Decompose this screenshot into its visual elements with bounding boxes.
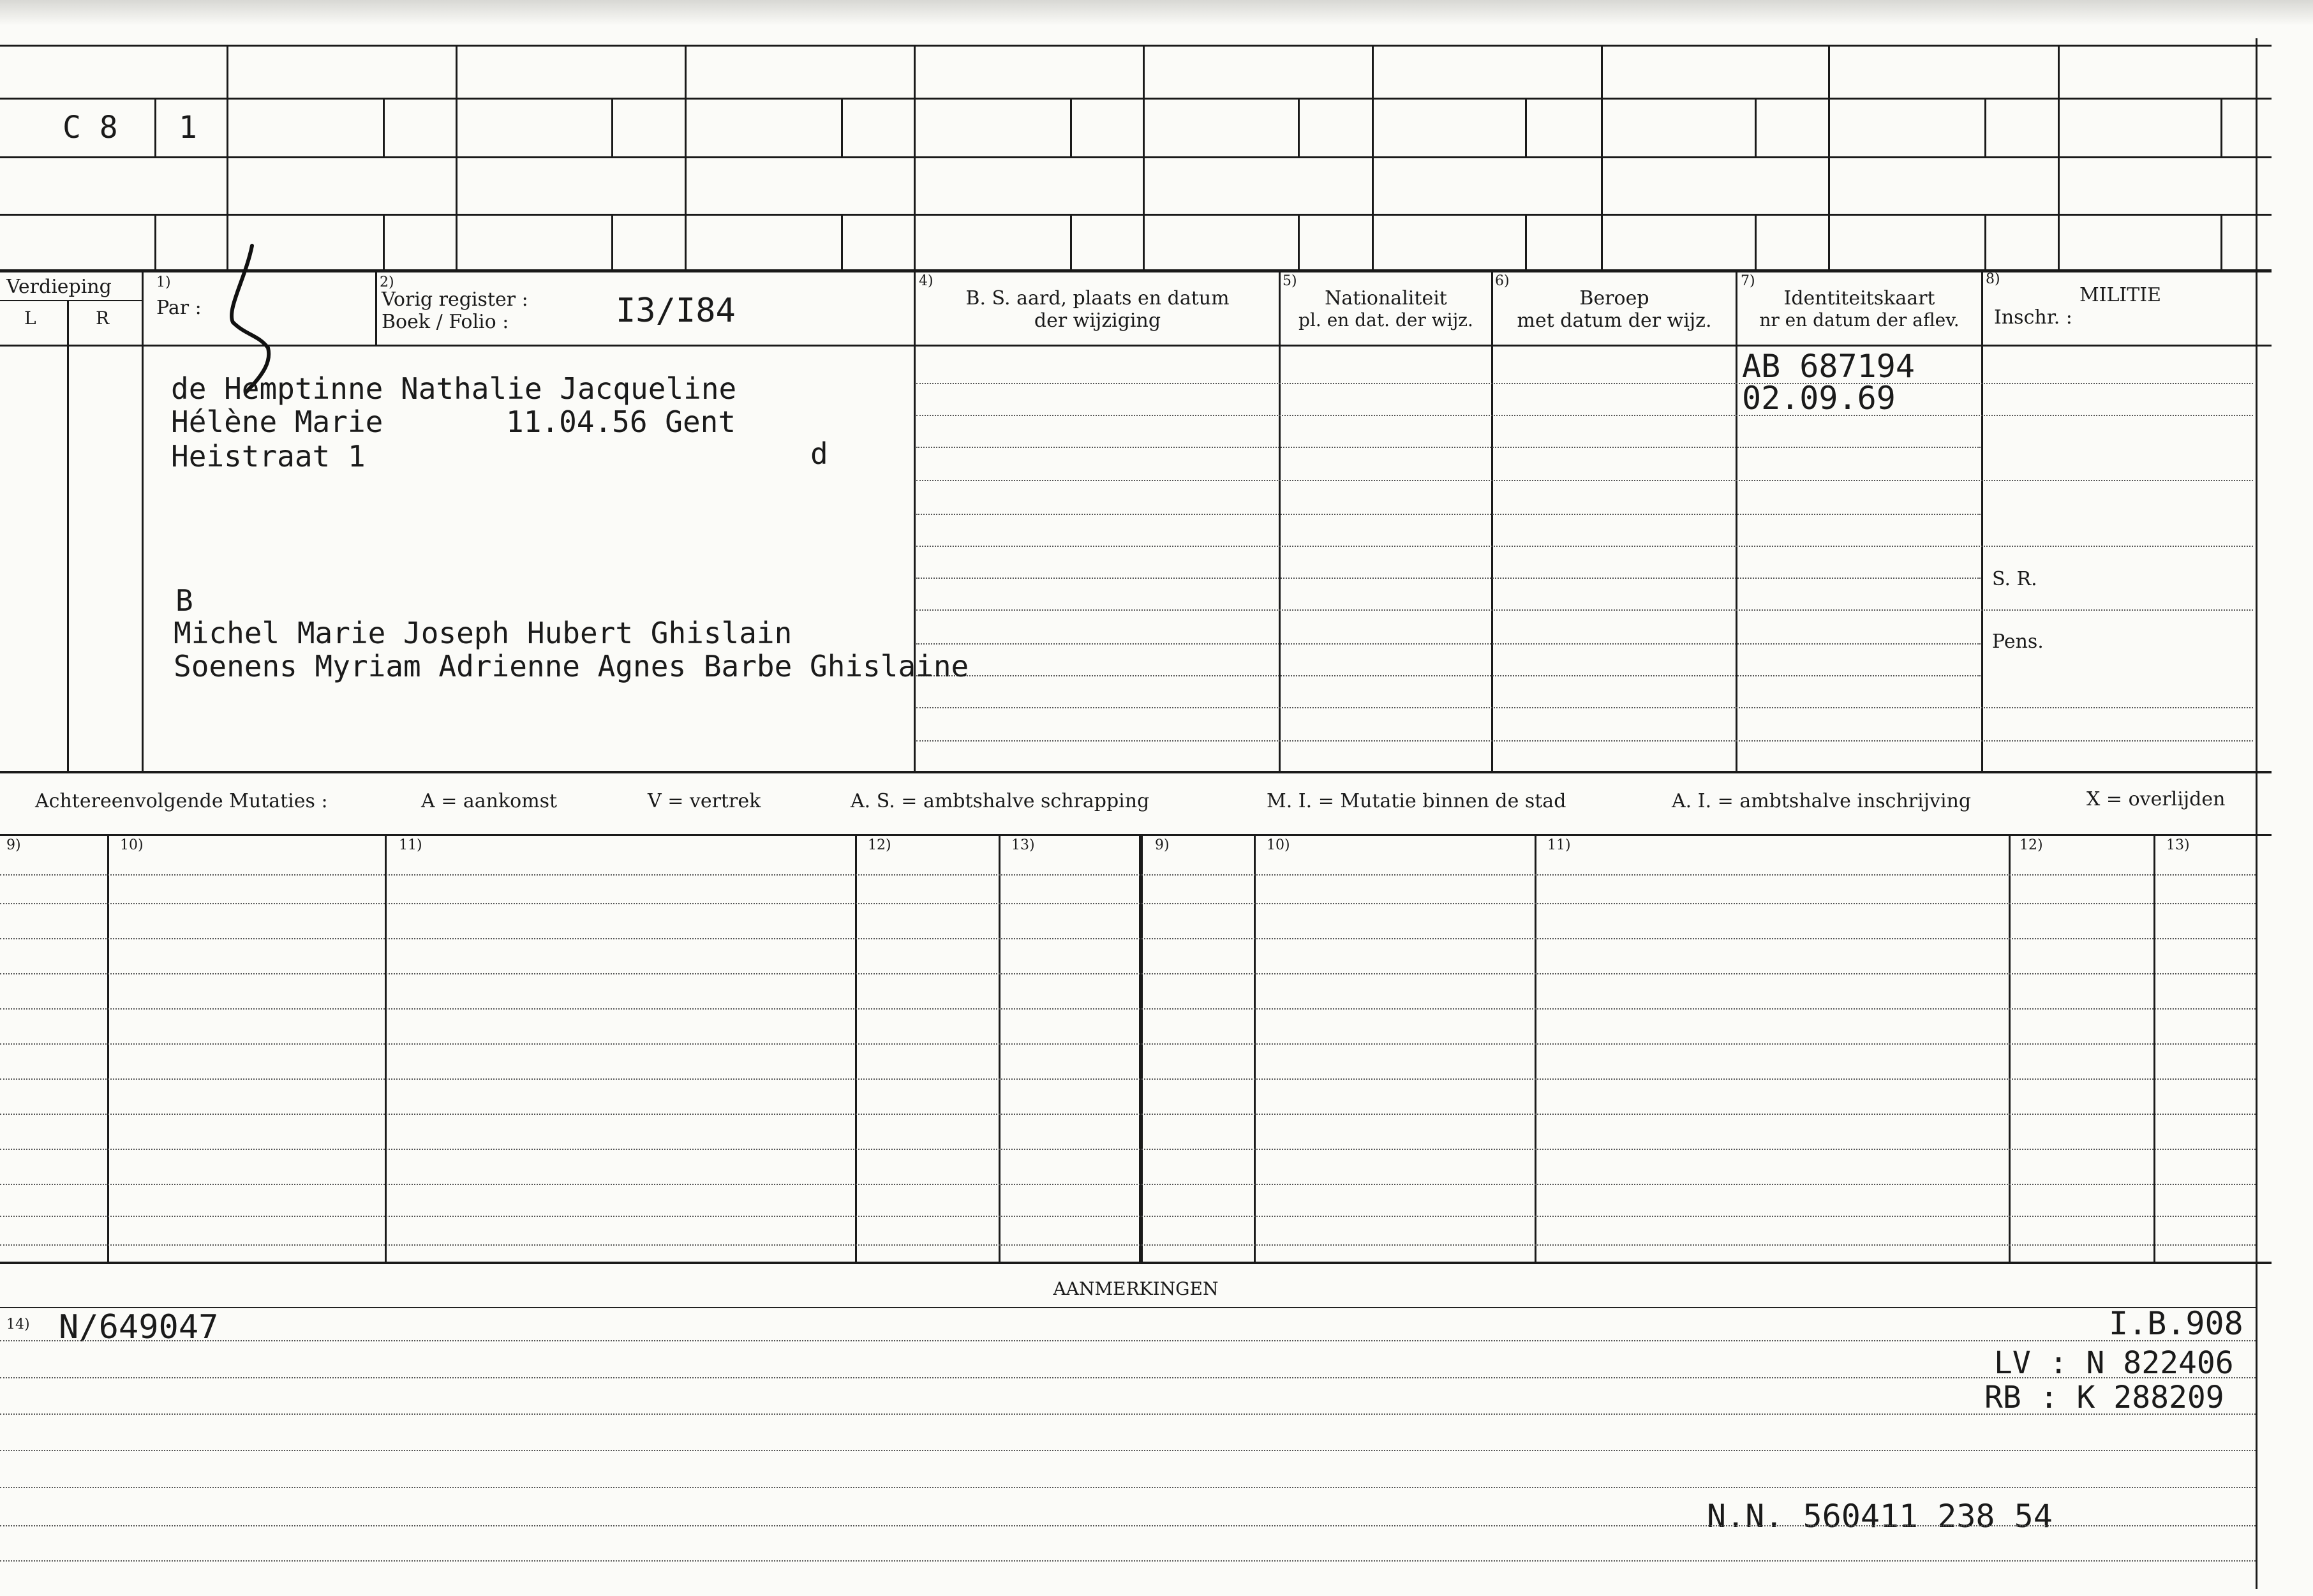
militie-title: MILITIE	[2079, 284, 2162, 306]
floor-code: C 8	[63, 110, 118, 145]
mut-col-13-right: 13)	[2166, 837, 2190, 853]
remarks-title: AANMERKINGEN	[1053, 1278, 1219, 1299]
letter-b: B	[175, 583, 193, 618]
legend-a: A = aankomst	[421, 790, 558, 812]
col1-number: 1)	[156, 274, 171, 290]
nn-reference: N.N. 560411 238 54	[1707, 1498, 2053, 1535]
col4-title-line1: B. S. aard, plaats en datum	[965, 287, 1230, 310]
legend-x: X = overlijden	[2086, 788, 2226, 810]
col7-number: 7)	[1741, 273, 1755, 289]
mut-col-9-left: 9)	[6, 837, 21, 853]
par-label: Par :	[156, 297, 202, 319]
verdieping-r-label: R	[96, 308, 110, 329]
col6-number: 6)	[1495, 273, 1510, 289]
col5-title-line1: Nationaliteit	[1325, 287, 1447, 310]
remarks-number: 14)	[6, 1316, 30, 1332]
verdieping-l-label: L	[24, 308, 36, 329]
vorig-register-label: Vorig register :	[382, 288, 528, 311]
mut-col-12-right: 12)	[2019, 837, 2043, 853]
verdieping-label: Verdieping	[6, 276, 112, 298]
col5-number: 5)	[1283, 273, 1297, 289]
mut-col-12-left: 12)	[868, 837, 891, 853]
lv-reference: LV : N 822406	[1994, 1345, 2234, 1381]
person-name-line2: Hélène Marie	[171, 405, 383, 439]
pens-label: Pens.	[1992, 630, 2044, 653]
mut-col-9-right: 9)	[1155, 837, 1170, 853]
mut-col-10-left: 10)	[120, 837, 144, 853]
mut-col-10-right: 10)	[1267, 837, 1290, 853]
address: Heistraat 1	[171, 439, 366, 474]
legend-ai: A. I. = ambtshalve inschrijving	[1672, 790, 1972, 812]
inschr-label: Inschr. :	[1994, 306, 2072, 329]
legend-v: V = vertrek	[648, 790, 761, 812]
col6-title-line2: met datum der wijz.	[1517, 310, 1712, 332]
col6-title-line1: Beroep	[1579, 287, 1649, 310]
mut-col-11-right: 11)	[1547, 837, 1571, 853]
rb-reference: RB : K 288209	[1984, 1380, 2224, 1415]
boek-folio-label: Boek / Folio :	[382, 311, 509, 333]
sr-label: S. R.	[1992, 568, 2037, 590]
col4-number: 4)	[919, 273, 933, 289]
legend-as: A. S. = ambtshalve schrapping	[851, 790, 1150, 812]
folio-value: I3/I84	[616, 292, 736, 330]
mut-col-13-left: 13)	[1011, 837, 1035, 853]
id-card-date: 02.09.69	[1742, 380, 1896, 417]
remarks-reference: N/649047	[59, 1308, 219, 1346]
legend-mi: M. I. = Mutatie binnen de stad	[1267, 790, 1566, 812]
col8-number: 8)	[1986, 271, 2000, 287]
mut-col-11-left: 11)	[399, 837, 422, 853]
mark-d: d	[810, 436, 828, 471]
mother-name: Soenens Myriam Adrienne Agnes Barbe Ghislaine	[174, 649, 969, 683]
col2-number: 2)	[380, 274, 394, 290]
row-number: 1	[179, 110, 197, 145]
top-edge	[0, 0, 2313, 26]
legend-title: Achtereenvolgende Mutaties :	[35, 790, 328, 812]
col4-title-line2: der wijziging	[1034, 310, 1161, 332]
father-name: Michel Marie Joseph Hubert Ghislain	[174, 616, 792, 650]
person-name-line1: de Hemptinne Nathalie Jacqueline	[171, 371, 737, 406]
ib-reference: I.B.908	[2109, 1305, 2243, 1342]
id-card-number: AB 687194	[1742, 348, 1915, 385]
birth-date-place: 11.04.56 Gent	[506, 405, 736, 439]
col5-title-line2: pl. en dat. der wijz.	[1298, 310, 1473, 331]
col7-title-line2: nr en datum der aflev.	[1759, 310, 1960, 331]
col7-title-line1: Identiteitskaart	[1783, 287, 1935, 310]
